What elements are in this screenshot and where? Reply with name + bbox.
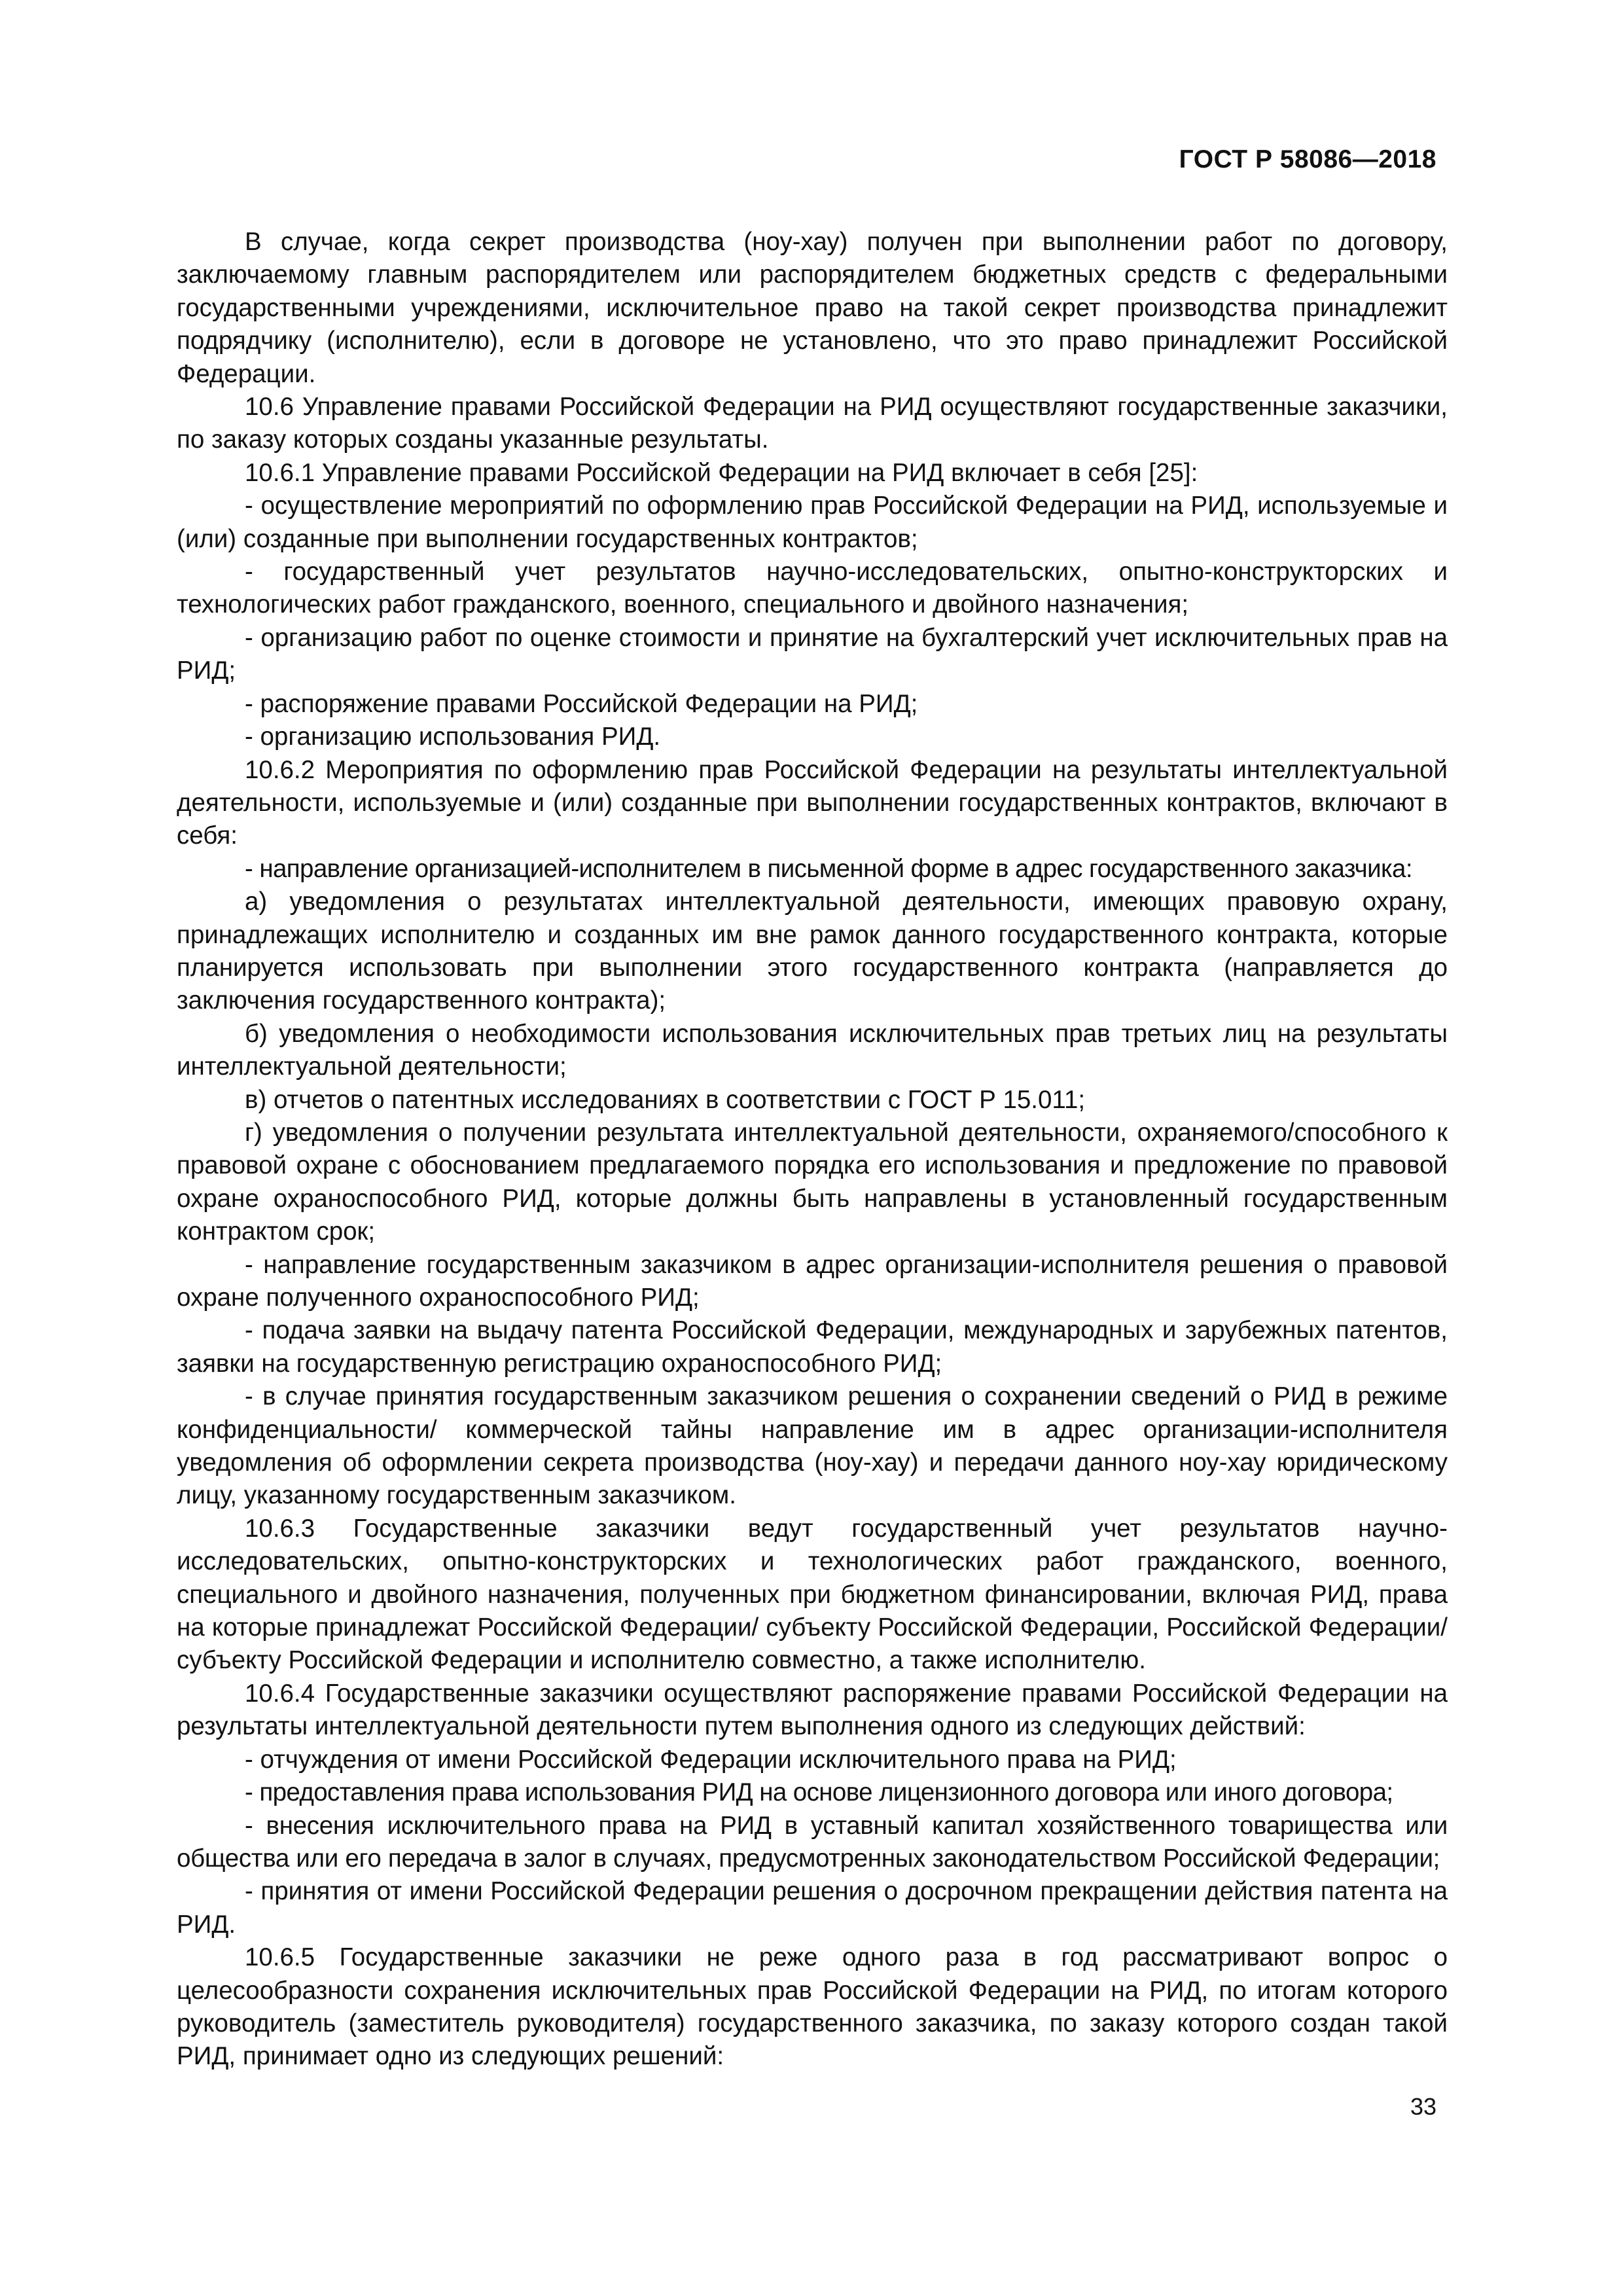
list-item: - направление государственным заказчиком в адрес организации-исполнителя решения о правовой охране полученного охраноспособного РИД;	[177, 1250, 1448, 1312]
list-item: г) уведомления о получении результата интеллектуальной деятельности, охраняемого/способного к правовой охране с обоснованием предлагаемого порядка его использования и предложение по правовой охране охраноспособного РИД, которые должны быть направлены в установленный государственным контрактом срок;	[177, 1118, 1448, 1246]
list-item: - подача заявки на выдачу патента Российской Федерации, международных и зарубежных патентов, заявки на государственную регистрацию охраноспособного РИД;	[177, 1316, 1448, 1378]
paragraph: 10.6.5 Государственные заказчики не реже одного раза в год рассматривают вопрос о целесообразности сохранения исключительных прав Российской Федерации на РИД, по итогам которого руководитель (заместитель руководителя) государственного заказчика, по заказу которого создан такой РИД, принимает одно из следующих решений:	[177, 1943, 1448, 2071]
list-item: - внесения исключительного права на РИД в уставный капитал хозяйственного товарищества или общества или его передача в залог в случаях, предусмотренных законодательством Российской Федерации;	[177, 1811, 1448, 1873]
list-item: - в случае принятия государственным заказчиком решения о сохранении сведений о РИД в режиме конфиденциальности/ коммерческой тайны направление им в адрес организации-исполнителя уведомления об оформлении секрета производства (ноу-хау) и передачи данного ноу-хау юридическому лицу, указанному государственным заказчиком.	[177, 1382, 1448, 1510]
list-item: а) уведомления о результатах интеллектуальной деятельности, имеющих правовую охрану, принадлежащих исполнителю и созданных им вне рамок данного государственного контракта, которые планируется использовать при выполнении этого государственного контракта (направляется до заключения государственного контракта);	[177, 888, 1448, 1015]
list-item: - государственный учет результатов научно-исследовательских, опытно-конструкторских и технологических работ гражданского, военного, специального и двойного назначения;	[177, 558, 1448, 619]
list-item: б) уведомления о необходимости использования исключительных прав третьих лиц на результаты интеллектуальной деятельности;	[177, 1019, 1448, 1081]
paragraph: 10.6 Управление правами Российской Федерации на РИД осуществляют государственные заказчики, по заказу которых созданы указанные результаты.	[177, 393, 1448, 454]
list-item: - организацию работ по оценке стоимости и принятие на бухгалтерский учет исключительных прав на РИД;	[177, 623, 1448, 685]
list-item: - принятия от имени Российской Федерации решения о досрочном прекращении действия патента на РИД.	[177, 1877, 1448, 1939]
paragraph: 10.6.3 Государственные заказчики ведут государственный учет результатов научно-исследовательских, опытно-конструкторских и технологических работ гражданского, военного, специального и двойного назначения, полученных при бюджетном финансировании, включая РИД, права на которые принадлежат Российской Федерации/ субъекту Российской Федерации, Российской Федерации/ субъекту Российской Федерации и исполнителю совместно, а также исполнителю.	[177, 1514, 1448, 1675]
list-item: в) отчетов о патентных исследованиях в соответствии с ГОСТ Р 15.011;	[245, 1085, 1086, 1114]
page-number: 33	[1410, 2093, 1436, 2120]
list-item: - организацию использования РИД.	[245, 723, 661, 751]
paragraph: В случае, когда секрет производства (ноу-хау) получен при выполнении работ по договору, заключаемому главным распорядителем или распорядителем бюджетных средств с федеральными государственными учреждениями, исключительное право на такой секрет производства принадлежит подрядчику (исполнителю), если в договоре не установлено, что это право принадлежит Российской Федерации.	[177, 228, 1448, 388]
list-item: - осуществление мероприятий по оформлению прав Российской Федерации на РИД, используемые и (или) созданные при выполнении государственных контрактов;	[177, 492, 1448, 553]
document-body	[177, 226, 1448, 2073]
list-item: - распоряжение правами Российской Федерации на РИД;	[245, 689, 918, 718]
list-item: - направление организацией-исполнителем в письменной форме в адрес государственного заказчика:	[245, 854, 1412, 883]
paragraph: 10.6.2 Мероприятия по оформлению прав Российской Федерации на результаты интеллектуальной деятельности, используемые и (или) созданные при выполнении государственных контрактов, включают в себя:	[177, 755, 1448, 850]
list-item: - отчуждения от имени Российской Федерации исключительного права на РИД;	[245, 1745, 1177, 1774]
paragraph: 10.6.4 Государственные заказчики осуществляют распоряжение правами Российской Федерации на результаты интеллектуальной деятельности путем выполнения одного из следующих действий:	[177, 1679, 1448, 1741]
document-header: ГОСТ Р 58086—2018	[1179, 145, 1436, 173]
list-item: - предоставления права использования РИД на основе лицензионного договора или иного договора;	[245, 1778, 1393, 1807]
paragraph: 10.6.1 Управление правами Российской Федерации на РИД включает в себя [25]:	[245, 458, 1198, 487]
